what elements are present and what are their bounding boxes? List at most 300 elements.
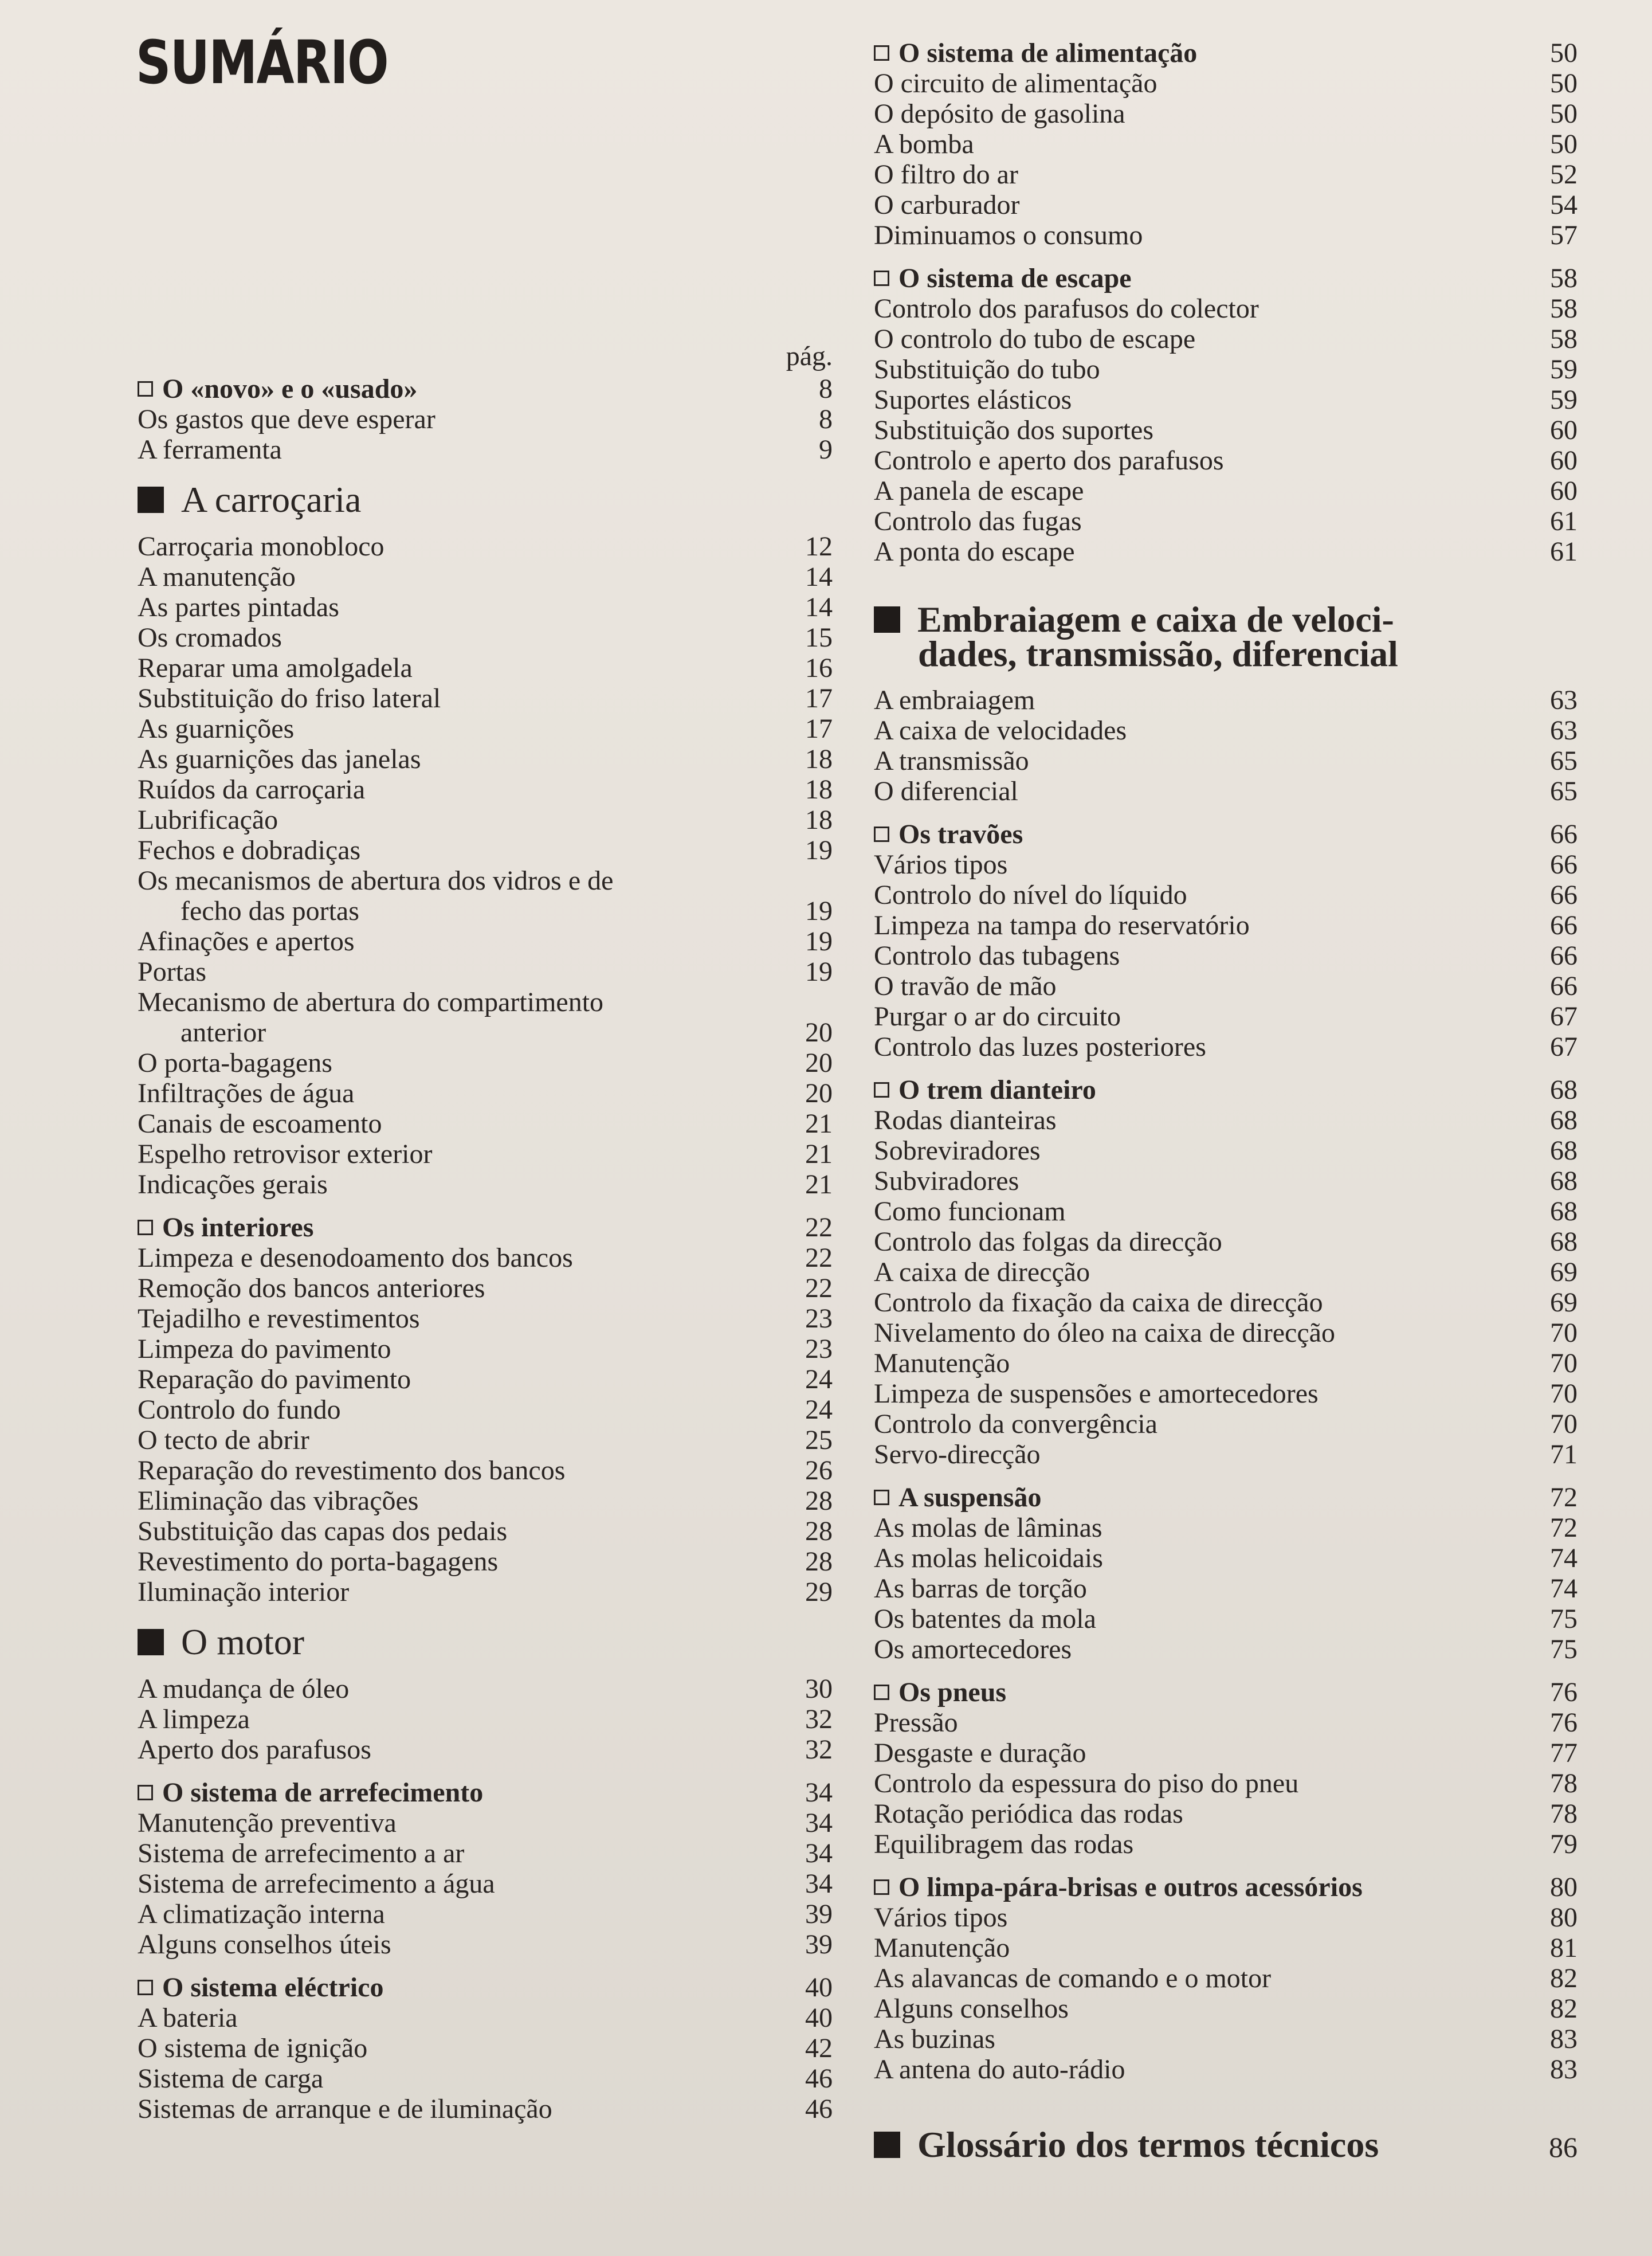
page-number: 18: [805, 744, 833, 774]
entry-label: Controlo das tubagens: [874, 941, 1120, 971]
page-number: 76: [1550, 1707, 1578, 1738]
page-number: 20: [805, 1048, 833, 1078]
entry-label: A transmissão: [874, 746, 1029, 776]
toc-entry[interactable]: [138, 805, 833, 835]
entry-label: Manutenção preventiva: [138, 1808, 397, 1838]
entry-label: Os amortecedores: [874, 1634, 1072, 1664]
entry-label: Substituição do friso lateral: [138, 683, 441, 714]
toc-entry[interactable]: [138, 622, 833, 653]
page-number: 34: [805, 1838, 833, 1869]
section-escape: [874, 263, 1578, 567]
toc-entry[interactable]: [874, 1634, 1578, 1664]
page-number: 60: [1550, 476, 1578, 506]
entry-label: As guarnições: [138, 714, 295, 744]
page-number: 20: [805, 1017, 833, 1048]
toc-entry[interactable]: [874, 910, 1578, 941]
page-number: 18: [805, 805, 833, 835]
toc-entry[interactable]: [874, 1105, 1578, 1135]
toc-entry[interactable]: [138, 1704, 833, 1734]
entry-label: As guarnições das janelas: [138, 744, 421, 774]
toc-entry[interactable]: [138, 683, 833, 714]
page-number: 39: [805, 1899, 833, 1929]
entry-label: Rotação periódica das rodas: [874, 1799, 1183, 1829]
toc-entry[interactable]: [138, 1869, 833, 1899]
entry-label: A mudança de óleo: [138, 1674, 350, 1704]
page-number: 19: [805, 926, 833, 957]
page-number: 23: [805, 1334, 833, 1364]
entry-label: A caixa de direcção: [874, 1257, 1090, 1287]
entry-label: Controlo e aperto dos parafusos: [874, 445, 1224, 476]
entry-label: Afinações e apertos: [138, 926, 355, 957]
toc-entry[interactable]: [874, 68, 1578, 99]
subheading-label: O sistema de arrefecimento: [162, 1777, 484, 1808]
entry-label: Tejadilho e revestimentos: [138, 1303, 420, 1334]
toc-entry[interactable]: [874, 1799, 1578, 1829]
toc-entry[interactable]: [874, 536, 1578, 567]
toc-entry[interactable]: [874, 1543, 1578, 1573]
toc-entry[interactable]: [874, 1933, 1578, 1963]
toc-entry[interactable]: [874, 99, 1578, 129]
entry-label: Equilibragem das rodas: [874, 1829, 1134, 1859]
entry-label: Substituição dos suportes: [874, 415, 1153, 445]
entry-label: A climatização interna: [138, 1899, 385, 1929]
toc-entry[interactable]: [874, 849, 1578, 880]
toc-entry[interactable]: [138, 744, 833, 774]
toc-entry[interactable]: [138, 1273, 833, 1303]
toc-entry[interactable]: [138, 1674, 833, 1704]
entry-label: Reparar uma amolgadela: [138, 653, 413, 683]
entry-label: A ferramenta: [138, 434, 282, 465]
chapter-label: A carroçaria: [181, 479, 362, 520]
entry-label: A antena do auto-rádio: [874, 2054, 1125, 2085]
page-number: 50: [1550, 68, 1578, 99]
page-number: 28: [805, 1486, 833, 1516]
toc-entry[interactable]: [874, 324, 1578, 354]
toc-entry[interactable]: [138, 404, 833, 434]
chapter-heading-carrocaria[interactable]: [138, 480, 833, 520]
entry-label: Sistema de arrefecimento a água: [138, 1869, 495, 1899]
page-number: 22: [805, 1212, 833, 1243]
toc-entry[interactable]: [874, 880, 1578, 910]
toc-entry[interactable]: [874, 1318, 1578, 1348]
toc-entry[interactable]: [138, 1577, 833, 1607]
toc-entry[interactable]: [874, 476, 1578, 506]
entry-label: As molas de lâminas: [874, 1513, 1102, 1543]
page-number: 61: [1550, 536, 1578, 567]
toc-subheading[interactable]: [874, 1677, 1578, 1707]
toc-subheading[interactable]: [874, 263, 1578, 293]
toc-entry[interactable]: [138, 1364, 833, 1395]
toc-entry[interactable]: [138, 957, 833, 987]
page-number: 75: [1550, 1634, 1578, 1664]
page-number: 14: [805, 562, 833, 592]
page-number: 19: [805, 957, 833, 987]
page-number: 19: [805, 896, 833, 926]
subheading-label: O trem dianteiro: [898, 1075, 1096, 1105]
toc-entry[interactable]: [874, 415, 1578, 445]
entry-label: O circuito de alimentação: [874, 68, 1157, 99]
filled-square-icon: [138, 487, 164, 513]
toc-entry[interactable]: [138, 1425, 833, 1455]
toc-entry[interactable]: [138, 592, 833, 622]
page-number: 69: [1550, 1287, 1578, 1318]
toc-entry-continuation[interactable]: [138, 896, 833, 926]
page-number: 58: [1550, 263, 1578, 293]
entry-label: As buzinas: [874, 2024, 995, 2054]
chapter-label: Glossário dos termos técnicos: [917, 2124, 1379, 2165]
page-number: 39: [805, 1929, 833, 1960]
toc-entry[interactable]: [138, 1808, 833, 1838]
entry-label: A embraiagem: [874, 685, 1035, 715]
page-number: 70: [1550, 1409, 1578, 1439]
page-number: 21: [805, 1109, 833, 1139]
checkbox-square-icon: [874, 271, 889, 286]
entry-label: Controlo do fundo: [138, 1395, 341, 1425]
entry-label: Substituição das capas dos pedais: [138, 1516, 508, 1546]
entry-label: Os mecanismos de abertura dos vidros e de: [138, 865, 614, 896]
entry-label: Controlo das fugas: [874, 506, 1082, 536]
checkbox-square-icon: [874, 1082, 889, 1098]
toc-entry[interactable]: [138, 2003, 833, 2033]
page-number: 9: [819, 434, 833, 465]
page-number: 63: [1550, 715, 1578, 746]
toc-entry[interactable]: [874, 220, 1578, 250]
toc-subheading[interactable]: [874, 1075, 1578, 1105]
page-number: 65: [1550, 746, 1578, 776]
entry-label: Diminuamos o consumo: [874, 220, 1143, 250]
chapter-label: Embraiagem e caixa de veloci-: [917, 599, 1394, 640]
toc-entry[interactable]: [138, 531, 833, 562]
toc-entry[interactable]: [874, 776, 1578, 806]
section-motor: [138, 1674, 833, 1765]
entry-label: O sistema de ignição: [138, 2033, 368, 2063]
section-embraiagem: [874, 685, 1578, 806]
entry-label: As partes pintadas: [138, 592, 339, 622]
toc-entry[interactable]: [138, 1455, 833, 1486]
page-number: 18: [805, 774, 833, 805]
entry-label: O filtro do ar: [874, 159, 1018, 190]
page-number: 20: [805, 1078, 833, 1109]
checkbox-square-icon: [138, 1220, 153, 1235]
page-number: 17: [805, 683, 833, 714]
toc-entry[interactable]: [874, 1257, 1578, 1287]
toc-entry[interactable]: [138, 1334, 833, 1364]
section-electrico: [138, 1972, 833, 2124]
entry-label: O travão de mão: [874, 971, 1057, 1001]
page-number: 57: [1550, 220, 1578, 250]
page-number: 59: [1550, 385, 1578, 415]
page-number: 72: [1550, 1513, 1578, 1543]
toc-entry[interactable]: [874, 1513, 1578, 1543]
toc-entry[interactable]: [138, 1303, 833, 1334]
checkbox-square-icon: [874, 45, 889, 61]
toc-entry[interactable]: [138, 2033, 833, 2063]
toc-entry[interactable]: [138, 835, 833, 865]
page-number: 68: [1550, 1196, 1578, 1227]
section-suspensao: [874, 1482, 1578, 1664]
page-number: 14: [805, 592, 833, 622]
page-number: 40: [805, 2003, 833, 2033]
toc-entry[interactable]: [874, 2024, 1578, 2054]
page-number: 76: [1550, 1677, 1578, 1707]
toc-entry[interactable]: [138, 1929, 833, 1960]
entry-label: A panela de escape: [874, 476, 1084, 506]
toc-entry[interactable]: [874, 1227, 1578, 1257]
entry-label: Controlo dos parafusos do colector: [874, 293, 1259, 324]
toc-entry[interactable]: [138, 1169, 833, 1200]
entry-label: Como funcionam: [874, 1196, 1066, 1227]
entry-label: Substituição do tubo: [874, 354, 1100, 385]
entry-label: Eliminação das vibrações: [138, 1486, 419, 1516]
toc-entry[interactable]: [138, 434, 833, 465]
page-number: 68: [1550, 1075, 1578, 1105]
checkbox-square-icon: [138, 1980, 153, 1995]
toc-entry[interactable]: [138, 2094, 833, 2124]
entry-label: Indicações gerais: [138, 1169, 328, 1200]
entry-label: Manutenção: [874, 1933, 1010, 1963]
toc-entry[interactable]: [874, 1378, 1578, 1409]
toc-entry[interactable]: [874, 1166, 1578, 1196]
entry-label: Iluminação interior: [138, 1577, 350, 1607]
page-number: 63: [1550, 685, 1578, 715]
toc-entry[interactable]: [874, 715, 1578, 746]
toc-entry[interactable]: [138, 653, 833, 683]
entry-label: Espelho retrovisor exterior: [138, 1139, 433, 1169]
toc-entry[interactable]: [138, 1734, 833, 1765]
toc-entry[interactable]: [138, 1395, 833, 1425]
toc-entry[interactable]: [874, 1902, 1578, 1933]
entry-label: Limpeza do pavimento: [138, 1334, 391, 1364]
page-number: 75: [1550, 1604, 1578, 1634]
page-number: 61: [1550, 506, 1578, 536]
toc-entry[interactable]: [138, 1109, 833, 1139]
section-interiores: [138, 1212, 833, 1607]
page-number: 8: [819, 404, 833, 434]
page-number: 34: [805, 1777, 833, 1808]
toc-entry[interactable]: [874, 354, 1578, 385]
entry-label: O controlo do tubo de escape: [874, 324, 1196, 354]
toc-entry[interactable]: [874, 746, 1578, 776]
page-number: 81: [1550, 1933, 1578, 1963]
entry-label: Subviradores: [874, 1166, 1019, 1196]
entry-label: Portas: [138, 957, 206, 987]
page-number: 30: [805, 1674, 833, 1704]
entry-label: Os cromados: [138, 622, 282, 653]
toc-entry[interactable]: [138, 1838, 833, 1869]
toc-entry[interactable]: [138, 1078, 833, 1109]
toc-subheading[interactable]: [874, 1482, 1578, 1513]
page-number: 15: [805, 622, 833, 653]
entry-label: Remoção dos bancos anteriores: [138, 1273, 485, 1303]
entry-label: Alguns conselhos: [874, 1993, 1069, 2024]
entry-label: A caixa de velocidades: [874, 715, 1127, 746]
page-number: 8: [819, 374, 833, 404]
toc-entry[interactable]: [874, 941, 1578, 971]
toc-entry[interactable]: [138, 1486, 833, 1516]
toc-entry[interactable]: [138, 1899, 833, 1929]
page-number: 46: [805, 2094, 833, 2124]
page-number: 29: [805, 1577, 833, 1607]
chapter-heading-motor[interactable]: [138, 1622, 833, 1662]
toc-entry[interactable]: [874, 1409, 1578, 1439]
toc-entry[interactable]: [874, 1963, 1578, 1993]
entry-label: Controlo da convergência: [874, 1409, 1157, 1439]
toc-entry[interactable]: [874, 190, 1578, 220]
page-number: 24: [805, 1364, 833, 1395]
entry-label: Canais de escoamento: [138, 1109, 382, 1139]
toc-entry[interactable]: [874, 1032, 1578, 1062]
toc-entry[interactable]: [138, 1243, 833, 1273]
toc-entry[interactable]: [138, 1546, 833, 1577]
section-arrefecimento: [138, 1777, 833, 1960]
toc-entry[interactable]: [138, 1516, 833, 1546]
filled-square-icon: [874, 2132, 900, 2158]
toc-entry[interactable]: [138, 1048, 833, 1078]
entry-label: A bomba: [874, 129, 974, 159]
toc-entry[interactable]: [874, 1135, 1578, 1166]
toc-entry[interactable]: [874, 1196, 1578, 1227]
page-number: 22: [805, 1273, 833, 1303]
subheading-label: A suspensão: [898, 1482, 1042, 1513]
page-number: 66: [1550, 971, 1578, 1001]
toc-right-column: [874, 38, 1578, 2179]
entry-label: As barras de torção: [874, 1573, 1087, 1604]
entry-label: Servo-direcção: [874, 1439, 1041, 1470]
section-trem-dianteiro: [874, 1075, 1578, 1470]
toc-subheading[interactable]: [874, 38, 1578, 68]
toc-subheading[interactable]: [138, 1777, 833, 1808]
page-number: 70: [1550, 1348, 1578, 1378]
entry-label: Suportes elásticos: [874, 385, 1072, 415]
entry-label: O tecto de abrir: [138, 1425, 309, 1455]
entry-label: Vários tipos: [874, 849, 1008, 880]
toc-entry[interactable]: [874, 293, 1578, 324]
toc-subheading[interactable]: [138, 1972, 833, 2003]
page-number: 83: [1550, 2054, 1578, 2085]
toc-entry[interactable]: [138, 987, 833, 1017]
toc-entry[interactable]: [138, 714, 833, 744]
page-number: 66: [1550, 849, 1578, 880]
toc-entry[interactable]: [874, 129, 1578, 159]
page-number: 28: [805, 1546, 833, 1577]
toc-subheading[interactable]: [138, 1212, 833, 1243]
entry-label: Purgar o ar do circuito: [874, 1001, 1121, 1032]
page-number: 32: [805, 1704, 833, 1734]
toc-entry[interactable]: [874, 1287, 1578, 1318]
toc-entry[interactable]: [874, 506, 1578, 536]
toc-entry[interactable]: [138, 1139, 833, 1169]
entry-label: Lubrificação: [138, 805, 278, 835]
toc-entry[interactable]: [874, 2054, 1578, 2085]
toc-entry[interactable]: [138, 774, 833, 805]
page-number: 50: [1550, 99, 1578, 129]
checkbox-square-icon: [874, 1879, 889, 1895]
page-number: 50: [1550, 129, 1578, 159]
entry-label: Controlo das luzes posteriores: [874, 1032, 1206, 1062]
page-number: 80: [1550, 1902, 1578, 1933]
entry-label: Limpeza na tampa do reservatório: [874, 910, 1250, 941]
toc-entry[interactable]: [874, 971, 1578, 1001]
toc-entry[interactable]: [874, 1604, 1578, 1634]
page-number: 21: [805, 1169, 833, 1200]
page-number: 77: [1550, 1738, 1578, 1768]
chapter-heading-glossario[interactable]: [874, 2125, 1578, 2167]
page-number: 12: [805, 531, 833, 562]
toc-entry[interactable]: [138, 865, 833, 896]
toc-entry[interactable]: [874, 1573, 1578, 1604]
chapter-heading-embraiagem[interactable]: [874, 599, 1578, 674]
toc-entry[interactable]: [874, 1348, 1578, 1378]
page-number: 74: [1550, 1543, 1578, 1573]
entry-label: A limpeza: [138, 1704, 250, 1734]
entry-label: Fechos e dobradiças: [138, 835, 361, 865]
entry-label: Rodas dianteiras: [874, 1105, 1057, 1135]
toc-entry[interactable]: [138, 562, 833, 592]
toc-entry[interactable]: [138, 2063, 833, 2094]
subheading-label: O limpa-pára-brisas e outros acessórios: [898, 1872, 1363, 1902]
page-number: 70: [1550, 1318, 1578, 1348]
toc-entry[interactable]: [874, 1001, 1578, 1032]
entry-label: Sistema de arrefecimento a ar: [138, 1838, 465, 1869]
page-number: 21: [805, 1139, 833, 1169]
section-carrocaria: [138, 531, 833, 1200]
entry-label: O depósito de gasolina: [874, 99, 1125, 129]
toc-entry[interactable]: [874, 1829, 1578, 1859]
entry-label: A manutenção: [138, 562, 296, 592]
page-number: 19: [805, 835, 833, 865]
page-number: 66: [1550, 880, 1578, 910]
toc-entry[interactable]: [874, 685, 1578, 715]
entry-label: Os gastos que deve esperar: [138, 404, 435, 434]
page-number: 83: [1550, 2024, 1578, 2054]
entry-label: Controlo do nível do líquido: [874, 880, 1187, 910]
toc-entry[interactable]: [874, 1768, 1578, 1799]
page-number: 78: [1550, 1799, 1578, 1829]
subheading-label: O sistema de escape: [898, 263, 1132, 293]
page-number: 69: [1550, 1257, 1578, 1287]
toc-entry[interactable]: [874, 385, 1578, 415]
entry-label: As molas helicoidais: [874, 1543, 1103, 1573]
toc-entry[interactable]: [874, 1993, 1578, 2024]
toc-subheading[interactable]: [138, 374, 833, 404]
toc-entry-continuation[interactable]: [138, 1017, 833, 1048]
toc-entry[interactable]: [874, 1738, 1578, 1768]
page-number: 82: [1550, 1993, 1578, 2024]
toc-subheading[interactable]: [874, 1872, 1578, 1902]
entry-label: Limpeza e desenodoamento dos bancos: [138, 1243, 573, 1273]
page-number: 25: [805, 1425, 833, 1455]
page-number: 67: [1550, 1032, 1578, 1062]
entry-label: Limpeza de suspensões e amortecedores: [874, 1378, 1319, 1409]
page-number: 78: [1550, 1768, 1578, 1799]
toc-entry[interactable]: [874, 445, 1578, 476]
toc-entry[interactable]: [874, 159, 1578, 190]
entry-label: Controlo da espessura do piso do pneu: [874, 1768, 1299, 1799]
toc-entry[interactable]: [138, 926, 833, 957]
entry-label: O diferencial: [874, 776, 1018, 806]
toc-subheading[interactable]: [874, 819, 1578, 849]
page-number: 23: [805, 1303, 833, 1334]
toc-entry[interactable]: [874, 1439, 1578, 1470]
entry-label: Reparação do pavimento: [138, 1364, 411, 1395]
entry-label: Sistemas de arranque e de iluminação: [138, 2094, 552, 2124]
checkbox-square-icon: [874, 827, 889, 842]
page-number: 58: [1550, 324, 1578, 354]
entry-label: Vários tipos: [874, 1902, 1008, 1933]
page-number: 46: [805, 2063, 833, 2094]
toc-entry[interactable]: [874, 1707, 1578, 1738]
page-number: 79: [1550, 1829, 1578, 1859]
